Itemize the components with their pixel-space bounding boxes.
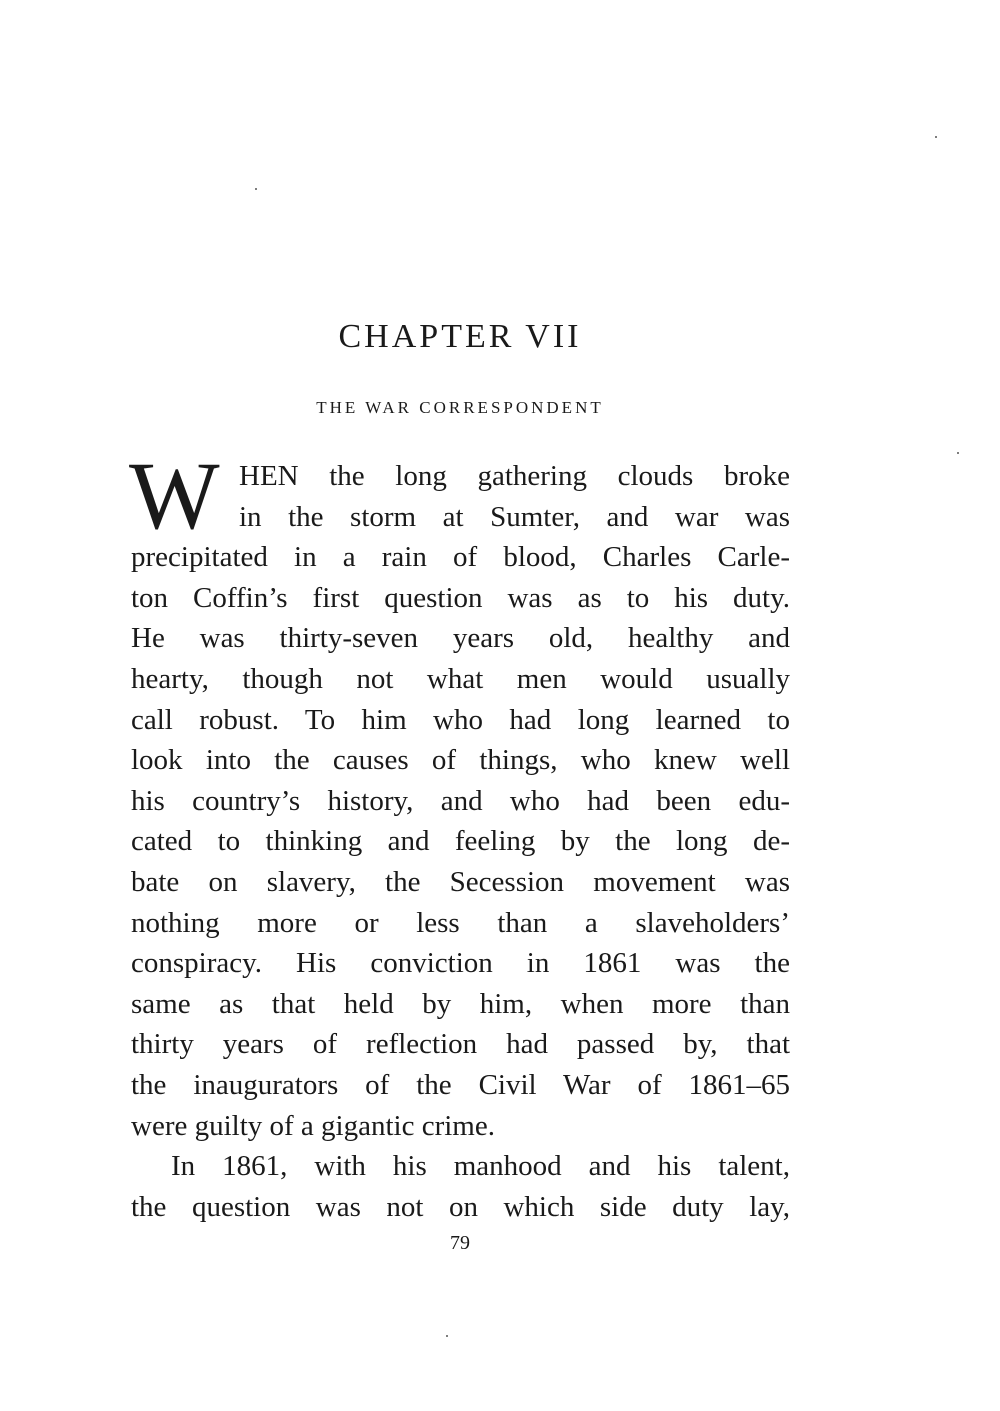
text-line: in the storm at Sumter, and war was: [239, 500, 790, 533]
text-line: precipitated in a rain of blood, Charles Carle-: [131, 541, 790, 574]
text-line: conspiracy. His conviction in 1861 was the: [131, 947, 790, 980]
page-number: 79: [450, 1232, 470, 1254]
text-line: the question was not on which side duty lay,: [131, 1190, 790, 1223]
text-line: the inaugurators of the Civil War of 1861–65: [131, 1068, 790, 1101]
text-line: were guilty of a gigantic crime.: [131, 1109, 495, 1142]
drop-cap: W: [129, 442, 220, 549]
scan-speck: [446, 1335, 448, 1337]
text-line: thirty years of reflection had passed by, that: [131, 1028, 790, 1061]
text-line: He was thirty-seven years old, healthy and: [131, 622, 790, 655]
text-line: nothing more or less than a slaveholders’: [131, 906, 790, 939]
body-text: [131, 456, 790, 1227]
chapter-title: CHAPTER VII: [338, 318, 582, 355]
scan-speck: [255, 188, 257, 190]
text-line: call robust. To him who had long learned to: [131, 703, 790, 736]
scan-speck: [935, 136, 937, 138]
text-line: hearty, though not what men would usually: [131, 662, 790, 695]
text-line: look into the causes of things, who knew well: [131, 744, 790, 777]
text-line: HEN the long gathering clouds broke: [239, 460, 790, 492]
text-line: same as that held by him, when more than: [131, 987, 790, 1020]
text-line: cated to thinking and feeling by the long de-: [131, 825, 790, 858]
scan-speck: [957, 452, 959, 454]
text-line: In 1861, with his manhood and his talent,: [171, 1150, 790, 1183]
text-line: bate on slavery, the Secession movement was: [131, 865, 790, 898]
text-line: ton Coffin’s first question was as to his duty.: [131, 581, 790, 614]
text-line: his country’s history, and who had been edu-: [131, 784, 790, 817]
chapter-subtitle: THE WAR CORRESPONDENT: [316, 398, 604, 417]
